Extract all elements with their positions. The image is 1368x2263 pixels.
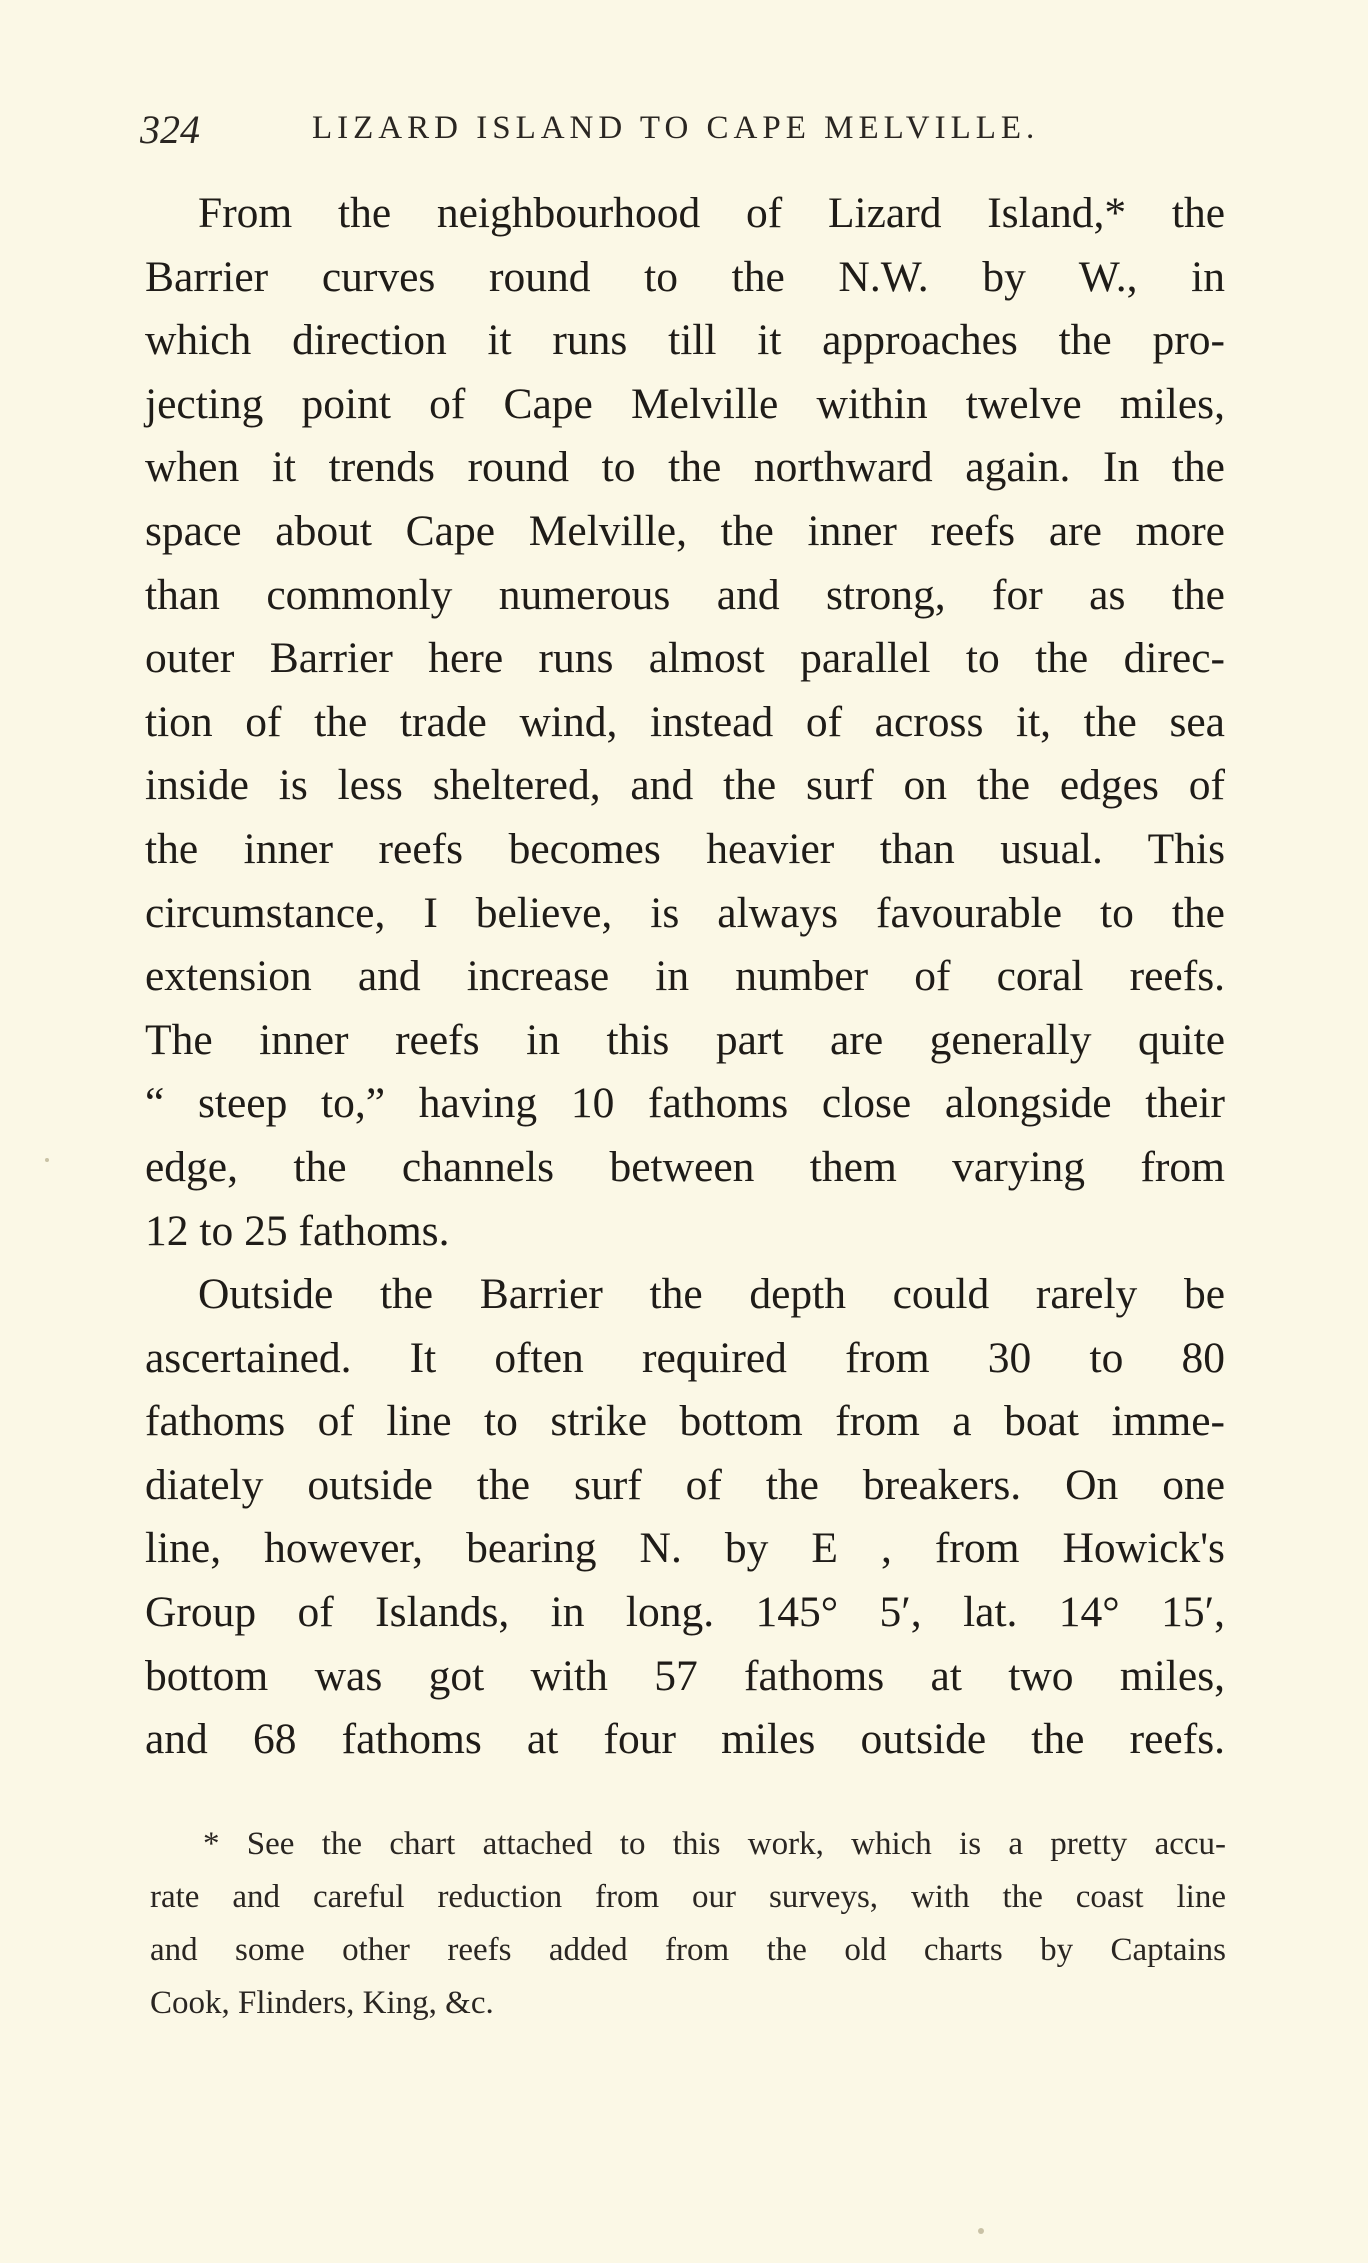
text-line: Barrier curves round to the N.W. by W., in — [145, 252, 1225, 301]
text-line: diately outside the surf of the breakers. On one — [145, 1460, 1225, 1509]
text-line: inside is less sheltered, and the surf on the edges of — [145, 761, 1225, 810]
text-line: Outside the Barrier the depth could rarely be — [198, 1270, 1225, 1319]
body-text — [145, 182, 1225, 1772]
text-line: line, however, bearing N. by E , from Howick's — [145, 1524, 1225, 1573]
paragraph-1 — [145, 182, 1225, 1263]
text-line: the inner reefs becomes heavier than usual. This — [145, 824, 1225, 873]
page-number: 324 — [140, 107, 200, 152]
text-line: tion of the trade wind, instead of across it, the sea — [145, 697, 1225, 746]
text-line: which direction it runs till it approaches the pro- — [145, 316, 1225, 365]
text-line: “ steep to,” having 10 fathoms close alongside their — [145, 1079, 1225, 1128]
footnote-line: * See the chart attached to this work, which is a pretty accu- — [203, 1826, 1226, 1862]
text-line: The inner reefs in this part are generally quite — [145, 1015, 1225, 1064]
text-line: 12 to 25 fathoms. — [145, 1206, 450, 1255]
text-line: edge, the channels between them varying from — [145, 1142, 1225, 1191]
footnote-line: rate and careful reduction from our surveys, with the coast line — [150, 1879, 1226, 1915]
text-line: and 68 fathoms at four miles outside the reefs. — [145, 1715, 1225, 1764]
text-line: ascertained. It often required from 30 to 80 — [145, 1333, 1225, 1382]
text-line: circumstance, I believe, is always favourable to the — [145, 888, 1225, 937]
text-line: jecting point of Cape Melville within twelve miles, — [145, 379, 1225, 428]
running-head: LIZARD ISLAND TO CAPE MELVILLE. — [312, 110, 1040, 146]
text-line: From the neighbourhood of Lizard Island,* the — [198, 189, 1225, 237]
paragraph-2 — [145, 1263, 1225, 1772]
text-line: Group of Islands, in long. 145° 5′, lat. 14° 15′, — [145, 1588, 1225, 1637]
text-line: fathoms of line to strike bottom from a boat imme- — [145, 1397, 1225, 1446]
text-line: than commonly numerous and strong, for as the — [145, 570, 1225, 619]
footnote-line: and some other reefs added from the old charts by Captains — [150, 1932, 1226, 1968]
paper-speck — [978, 2228, 984, 2234]
text-line: extension and increase in number of coral reefs. — [145, 952, 1225, 1001]
text-line: when it trends round to the northward again. In the — [145, 443, 1225, 492]
footnote-line: Cook, Flinders, King, &c. — [150, 1985, 494, 2021]
paper-speck — [45, 1158, 49, 1162]
page-header — [140, 100, 1220, 160]
footnote — [150, 1818, 1226, 2030]
text-line: bottom was got with 57 fathoms at two miles, — [145, 1651, 1225, 1700]
text-line: outer Barrier here runs almost parallel to the direc- — [145, 634, 1225, 683]
text-line: space about Cape Melville, the inner reefs are more — [145, 506, 1225, 555]
